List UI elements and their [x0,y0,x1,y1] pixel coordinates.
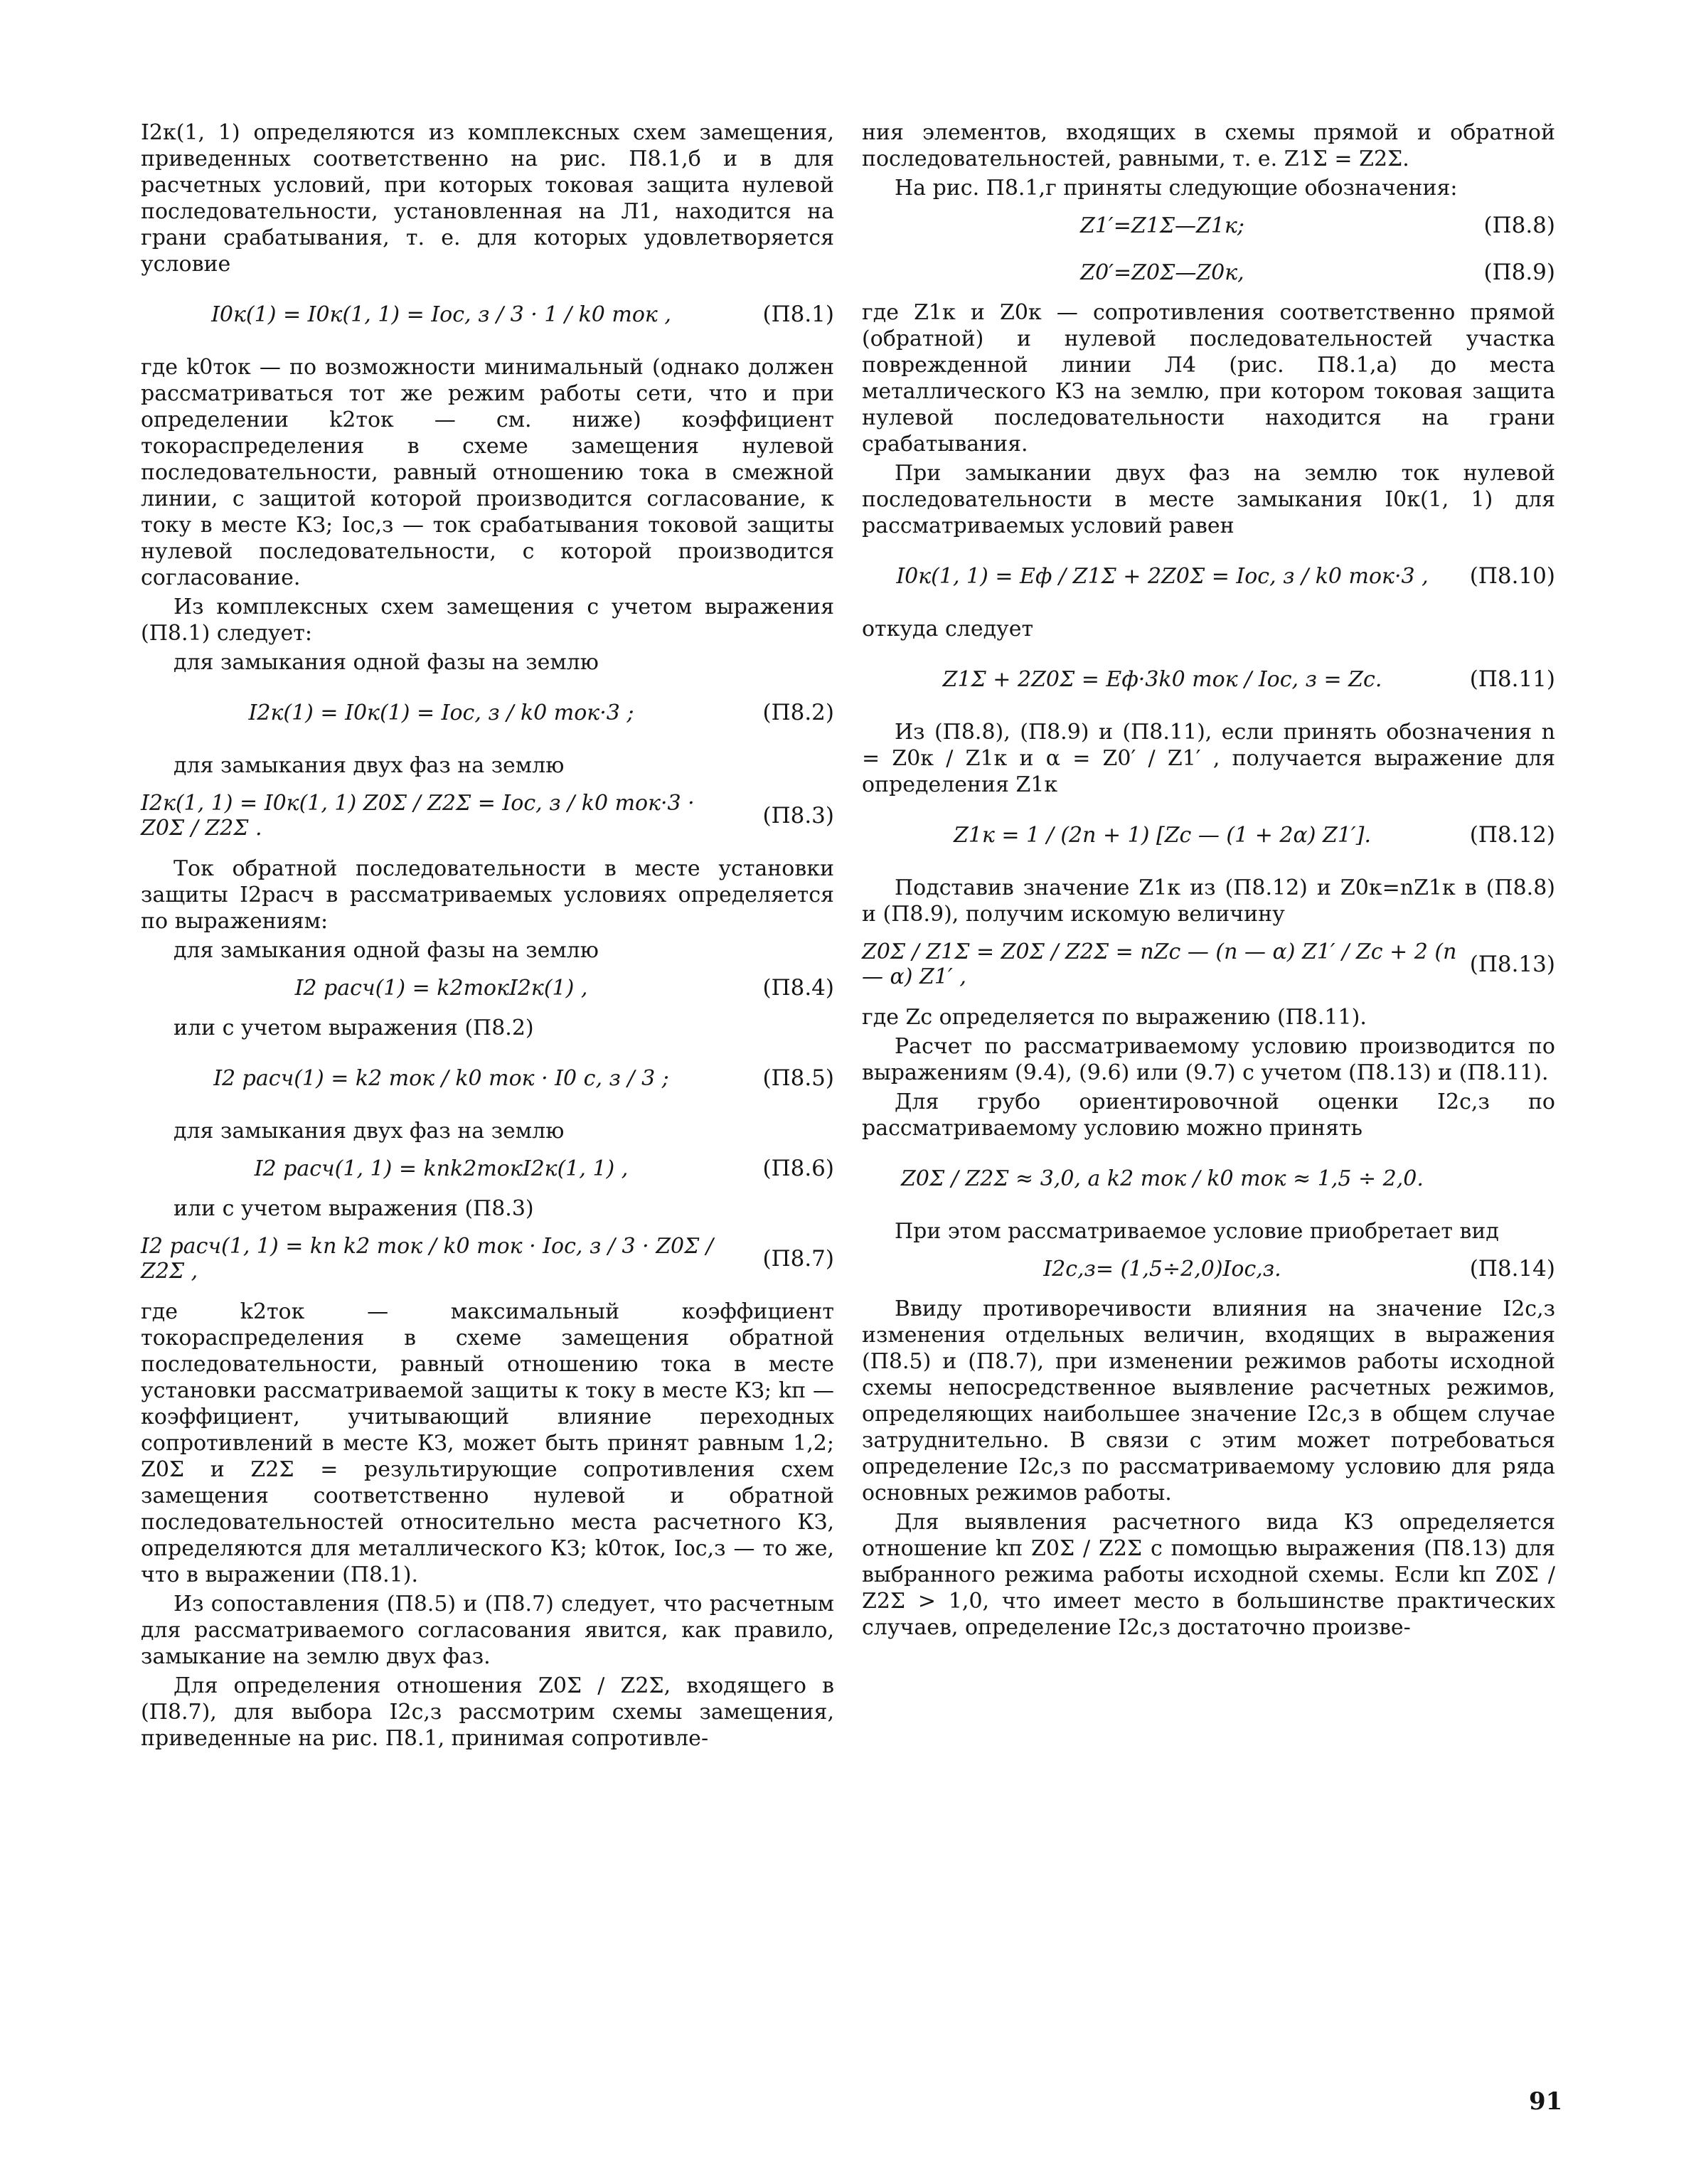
equation [141,783,834,848]
equation-body: I2к(1, 1) = I0к(1, 1) Z0Σ / Z2Σ = Iос, з / k0 ток·3 · Z0Σ / Z2Σ . [141,791,695,841]
equation [141,968,834,1008]
equation-number: (П8.8) [1483,213,1555,238]
equation-number: (П8.5) [762,1065,834,1091]
equation-number: (П8.2) [762,700,834,725]
equation-number: (П8.7) [762,1246,834,1272]
paragraph: где Z1к и Z0к — сопротивления соответственно прямой (обратной) и нулевой последовательностей участка поврежденной линии Л4 (рис. П8.1,а) до места металлического КЗ на землю, при котором токовая защита нулевой последовательности находится на грани срабатывания. [862,300,1555,457]
paragraph: При замыкании двух фаз на землю ток нулевой последовательности в месте замыкания I0к(1, 1) для рассматриваемых условий равен [862,461,1555,538]
paragraph: На рис. П8.1,г приняты следующие обозначения: [895,176,1458,201]
equation-number: (П8.11) [1469,666,1555,692]
equation-number: (П8.10) [1469,563,1555,589]
paragraph: Подставив значение Z1к из (П8.12) и Z0к=nZ1к в (П8.8) и (П8.9), получим искомую величину [862,875,1555,927]
paragraph: ния элементов, входящих в схемы прямой и обратной последовательностей, равными, т. е. Z1Σ = Z2Σ. [862,120,1555,171]
equation [141,1226,834,1291]
equation [862,802,1555,868]
paragraph: для замыкания одной фазы на землю [174,650,599,675]
equation-number: (П8.6) [762,1156,834,1181]
equation-body: I2 расч(1) = k2 ток / k0 ток · I0 с, з / 3 ; [213,1065,669,1091]
equation [141,282,834,347]
equation-body: I0к(1, 1) = Eф / Z1Σ + 2Z0Σ = Iос, з / k0 ток·3 , [896,563,1429,589]
equation-body: Z0′=Z0Σ—Z0к, [1080,260,1244,285]
page-number: 91 [1529,2087,1563,2116]
equation-body: Z1Σ + 2Z0Σ = Eф·3k0 ток / Iос, з = Zс. [942,666,1382,692]
paragraph: Из (П8.8), (П8.9) и (П8.11), если принять обозначения n = Z0к / Z1к и α = Z0′ / Z1′ , получается выражение для определения Z1к [862,720,1555,797]
equation [862,206,1555,245]
equation-body: Z1к = 1 / (2n + 1) [Zс — (1 + 2α) Z1′]. [954,822,1371,848]
equation-number: (П8.4) [762,975,834,1001]
paragraph: Для выявления расчетного вида КЗ определяется отношение kп Z0Σ / Z2Σ с помощью выражения (П8.13) для выбранного режима работы исходной схемы. Если kп Z0Σ / Z2Σ > 1,0, что имеет место в большинстве практических случаев, определение I2с,з достаточно произве- [862,1510,1555,1640]
paragraph: или с учетом выражения (П8.2) [174,1016,534,1040]
paragraph: откуда следует [862,617,1034,641]
paragraph: где k2ток — максимальный коэффициент токораспределения в схеме замещения обратной последовательности, равный отношению тока в месте установки рассматриваемой защиты к току в месте КЗ; kп — коэффициент, учитывающий влияние переходных сопротивлений в месте КЗ, может быть принят равным 1,2; Z0Σ и Z2Σ = результирующие сопротивления схем замещения соответственно нулевой и обратной последовательностей относительно места расчетного КЗ, определяются для металлического КЗ; k0ток, Iос,з — то же, что в выражении (П8.1). [141,1299,834,1587]
equation-number: (П8.1) [762,302,834,327]
paragraph: Из комплексных схем замещения с учетом выражения (П8.1) следует: [141,595,834,646]
paragraph: где Zс определяется по выражению (П8.11). [862,1005,1367,1030]
left-column [141,119,834,1754]
equation [141,1149,834,1188]
equation [862,932,1555,997]
equation-number: (П8.12) [1469,822,1555,848]
equation [862,543,1555,609]
equation-body: Z0Σ / Z2Σ ≈ 3,0, а k2 ток / k0 ток ≈ 1,5 ÷ 2,0. [901,1166,1424,1191]
equation-number: (П8.9) [1483,260,1555,285]
equation-body: Z0Σ / Z1Σ = Z0Σ / Z2Σ = nZс — (n — α) Z1′ / Zс + 2 (n — α) Z1′ , [862,939,1457,989]
paragraph: Расчет по рассматриваемому условию производится по выражениям (9.4), (9.6) или (9.7) с учетом (П8.13) и (П8.11). [862,1034,1555,1085]
equation [862,1249,1555,1289]
equation-body: I2 расч(1, 1) = kп k2 ток / k0 ток · Iос, з / 3 · Z0Σ / Z2Σ , [141,1234,713,1284]
paragraph: где k0ток — по возможности минимальный (однако должен рассматриваться тот же режим работы сети, что и при определении k2ток — см. ниже) коэффициент токораспределения в схеме замещения нулевой последовательности, равный отношению тока в смежной линии, с защитой которой производится согласование, к току в месте КЗ; Iос,з — ток срабатывания токовой защиты нулевой последовательности, с которой производится согласование. [141,355,834,590]
paragraph: Из сопоставления (П8.5) и (П8.7) следует, что расчетным для рассматриваемого согласования явится, как правило, замыкание на землю двух фаз. [141,1592,834,1669]
equation [862,1146,1555,1211]
equation [862,252,1555,292]
equation-body: I2 расч(1, 1) = kпk2токI2к(1, 1) , [254,1156,629,1181]
equation [141,680,834,745]
equation-body: I2к(1) = I0к(1) = Iос, з / k0 ток·3 ; [248,700,634,725]
equation-number: (П8.14) [1469,1256,1555,1282]
equation-body: I2с,з= (1,5÷2,0)Iос,з. [1043,1256,1281,1282]
paragraph: для замыкания одной фазы на землю [174,938,599,963]
equation-body: I0к(1) = I0к(1, 1) = Iос, з / 3 · 1 / k0 ток , [211,302,671,327]
paragraph: или с учетом выражения (П8.3) [174,1196,534,1221]
paragraph: Ввиду противоречивости влияния на значение I2с,з изменения отдельных величин, входящих в выражения (П8.5) и (П8.7), при изменении режимов работы исходной схемы непосредственное выявление расчетных режимов, определяющих наибольшее значение I2с,з в общем случае затруднительно. В связи с этим может потребоваться определение I2с,з по рассматриваемому условию для ряда основных режимов работы. [862,1296,1555,1506]
right-column [862,119,1555,1644]
equation-number: (П8.13) [1469,952,1555,977]
paragraph: Ток обратной последовательности в месте установки защиты I2расч в рассматриваемых условиях определяется по выражениям: [141,856,834,934]
paragraph: I2к(1, 1) определяются из комплексных схем замещения, приведенных соответственно на рис. П8.1,б и в для расчетных условий, при которых токовая защита нулевой последовательности, установленная на Л1, находится на грани срабатывания, т. е. для которых удовлетворяется условие [141,120,834,277]
equation [141,1045,834,1111]
equation-number: (П8.3) [762,803,834,829]
paragraph: для замыкания двух фаз на землю [174,753,565,778]
equation-body: I2 расч(1) = k2токI2к(1) , [294,975,588,1001]
paragraph: Для определения отношения Z0Σ / Z2Σ, входящего в (П8.7), для выбора I2с,з рассмотрим схемы замещения, приведенные на рис. П8.1, принимая сопротивле- [141,1673,834,1751]
paragraph: Для грубо ориентировочной оценки I2с,з по рассматриваемому условию можно принять [862,1090,1555,1141]
paragraph: для замыкания двух фаз на землю [174,1119,565,1144]
equation-body: Z1′=Z1Σ—Z1к; [1080,213,1244,238]
paragraph: При этом рассматриваемое условие приобретает вид [895,1219,1499,1244]
equation [862,646,1555,712]
